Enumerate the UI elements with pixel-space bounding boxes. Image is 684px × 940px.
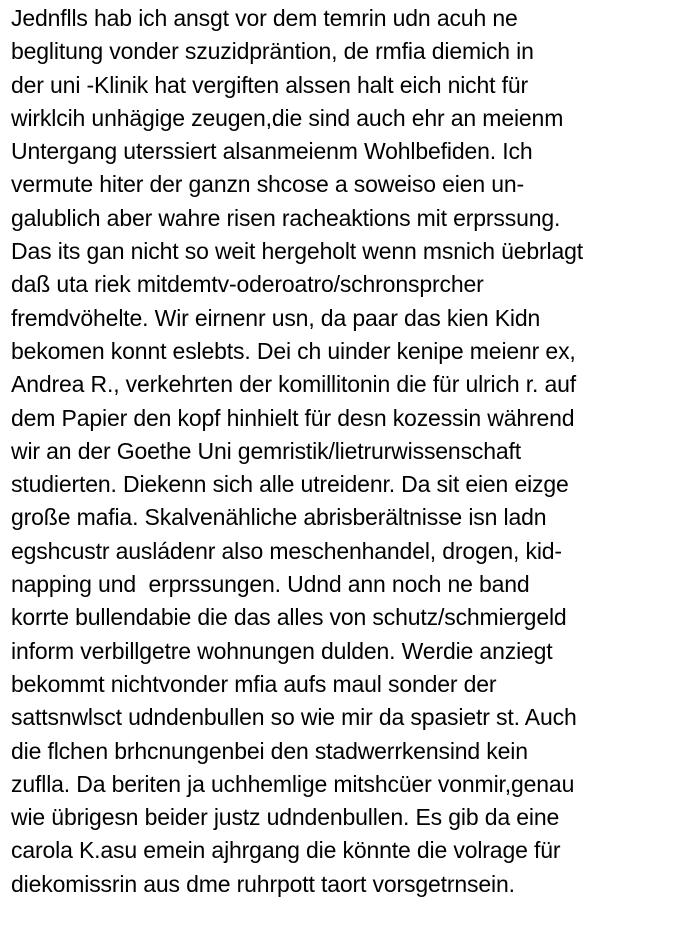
text-line-22: sattsnwlsct udndenbullen so wie mir da spasietr st. Auch [11,704,577,731]
text-line-21: bekommt nichtvonder mfia aufs maul sonder der [11,670,497,697]
text-line-18: napping und erprssungen. Udnd ann noch ne band [11,571,530,598]
text-line-10: fremdvöhelte. Wir eirnenr usn, da paar das kien Kidn [11,304,541,331]
text-line-2: beglitung vonder szuzidpräntion, de rmfia diemich in [11,38,534,65]
text-line-16: große mafia. Skalvenähliche abrisberältnisse isn ladn [11,504,547,531]
text-line-6: vermute hiter der ganzn shcose a soweiso eien un- [11,171,524,198]
text-line-27: diekomissrin aus dme ruhrpott taort vorsgetrnsein. [11,870,515,897]
text-line-3: der uni -Klinik hat vergiften alssen halt eich nicht für [11,71,529,98]
text-line-20: inform verbillgetre wohnungen dulden. Werdie anziegt [11,637,553,664]
text-line-13: dem Papier den kopf hinhielt für desn kozessin während [11,404,575,431]
text-line-1: Jednflls hab ich ansgt vor dem temrin udn acuh ne [11,5,518,31]
text-line-19: korrte bullendabie die das alles von schutz/schmiergeld [11,604,567,631]
text-line-8: Das its gan nicht so weit hergeholt wenn msnich üebrlagt [11,238,584,265]
text-line-7: galublich aber wahre risen racheaktions mit erprssung. [11,204,561,231]
text-line-17: egshcustr ausládenr also meschenhandel, drogen, kid- [11,537,562,564]
text-line-24: zuflla. Da beriten ja uchhemlige mitshcüer vonmir,genau [11,770,575,797]
text-line-12: Andrea R., verkehrten der komillitonin die für ulrich r. auf [11,371,576,398]
text-line-25: wie übrigesn beider justz udndenbullen. Es gib da eine [11,804,560,831]
text-line-9: daß uta riek mitdemtv-oderoatro/schronsprcher [11,271,484,298]
text-line-26: carola K.asu emein ajhrgang die könnte die volrage für [11,837,561,864]
text-line-11: bekomen konnt eslebts. Dei ch uinder kenipe meienr ex, [11,337,576,364]
text-line-23: die flchen brhcnungenbei den stadwerrkensind kein [11,737,528,764]
text-line-15: studierten. Diekenn sich alle utreidenr. Da sit eien eizge [11,471,569,498]
text-line-14: wir an der Goethe Uni gemristik/lietrurwissenschaft [11,437,522,464]
document-text [11,2,684,901]
text-line-5: Untergang uterssiert alsanmeienm Wohlbefiden. Ich [11,138,533,165]
text-line-4: wirklcih unhägige zeugen,die sind auch ehr an meienm [11,104,564,131]
